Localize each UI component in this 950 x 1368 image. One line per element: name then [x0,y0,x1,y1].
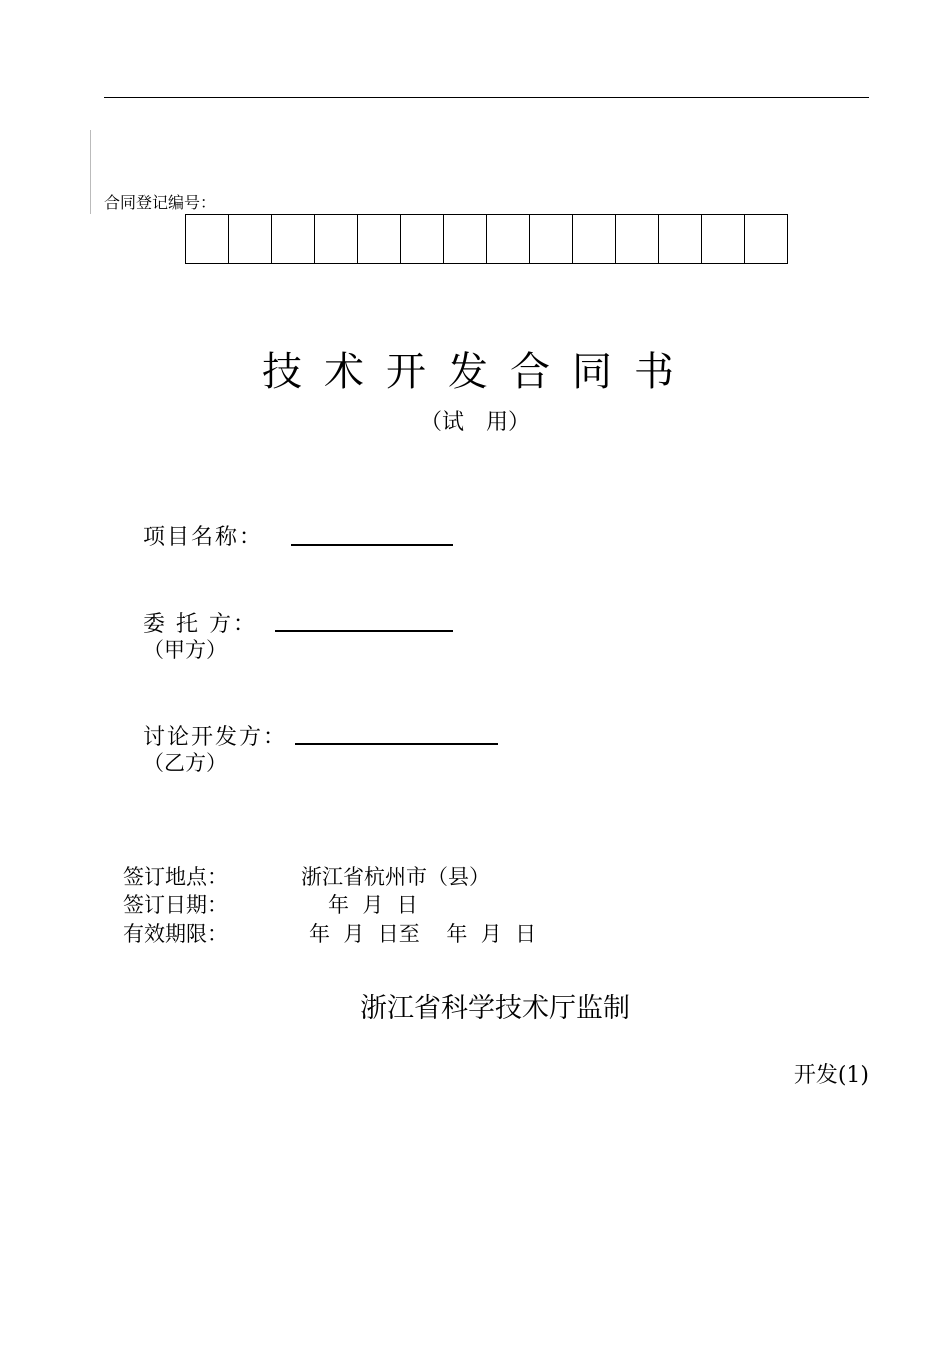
signing-date-value: 年 月 日 [328,893,418,917]
registration-digit-box[interactable] [358,214,401,264]
registration-digit-box[interactable] [444,214,487,264]
registration-label: 合同登记编号： [104,193,217,212]
issuing-organization: 浙江省科学技术厅监制 [360,993,630,1024]
top-rule [104,97,869,98]
validity-value: 年 月 日至 年 月 日 [309,922,537,946]
developer-blank[interactable] [295,743,498,745]
registration-digit-box[interactable] [573,214,616,264]
document-title: 技术开发合同书 [262,349,696,395]
client-blank[interactable] [275,630,453,632]
document-subtitle: （试 用） [419,410,530,435]
registration-digit-box[interactable] [272,214,315,264]
registration-digit-box[interactable] [616,214,659,264]
client-label: 委 托 方： [143,612,257,637]
registration-digit-box[interactable] [487,214,530,264]
signing-place-value: 浙江省杭州市（县） [301,865,490,889]
client-sub-label: （甲方） [143,638,227,662]
registration-digit-box[interactable] [659,214,702,264]
developer-label: 讨论开发方： [143,725,288,750]
registration-digit-box[interactable] [702,214,745,264]
signing-place-label: 签订地点： [123,865,228,889]
registration-digit-box[interactable] [229,214,272,264]
registration-digit-box[interactable] [315,214,358,264]
registration-number-boxes [185,214,788,264]
project-name-blank[interactable] [291,544,453,546]
signing-date-label: 签订日期： [123,893,228,917]
registration-digit-box[interactable] [186,214,229,264]
registration-digit-box[interactable] [401,214,444,264]
margin-mark [90,130,91,214]
registration-digit-box[interactable] [530,214,573,264]
form-code: 开发(1) [793,1063,869,1088]
registration-digit-box[interactable] [745,214,788,264]
validity-label: 有效期限： [123,922,228,946]
developer-sub-label: （乙方） [143,751,227,775]
project-name-label: 项目名称： [143,525,264,550]
